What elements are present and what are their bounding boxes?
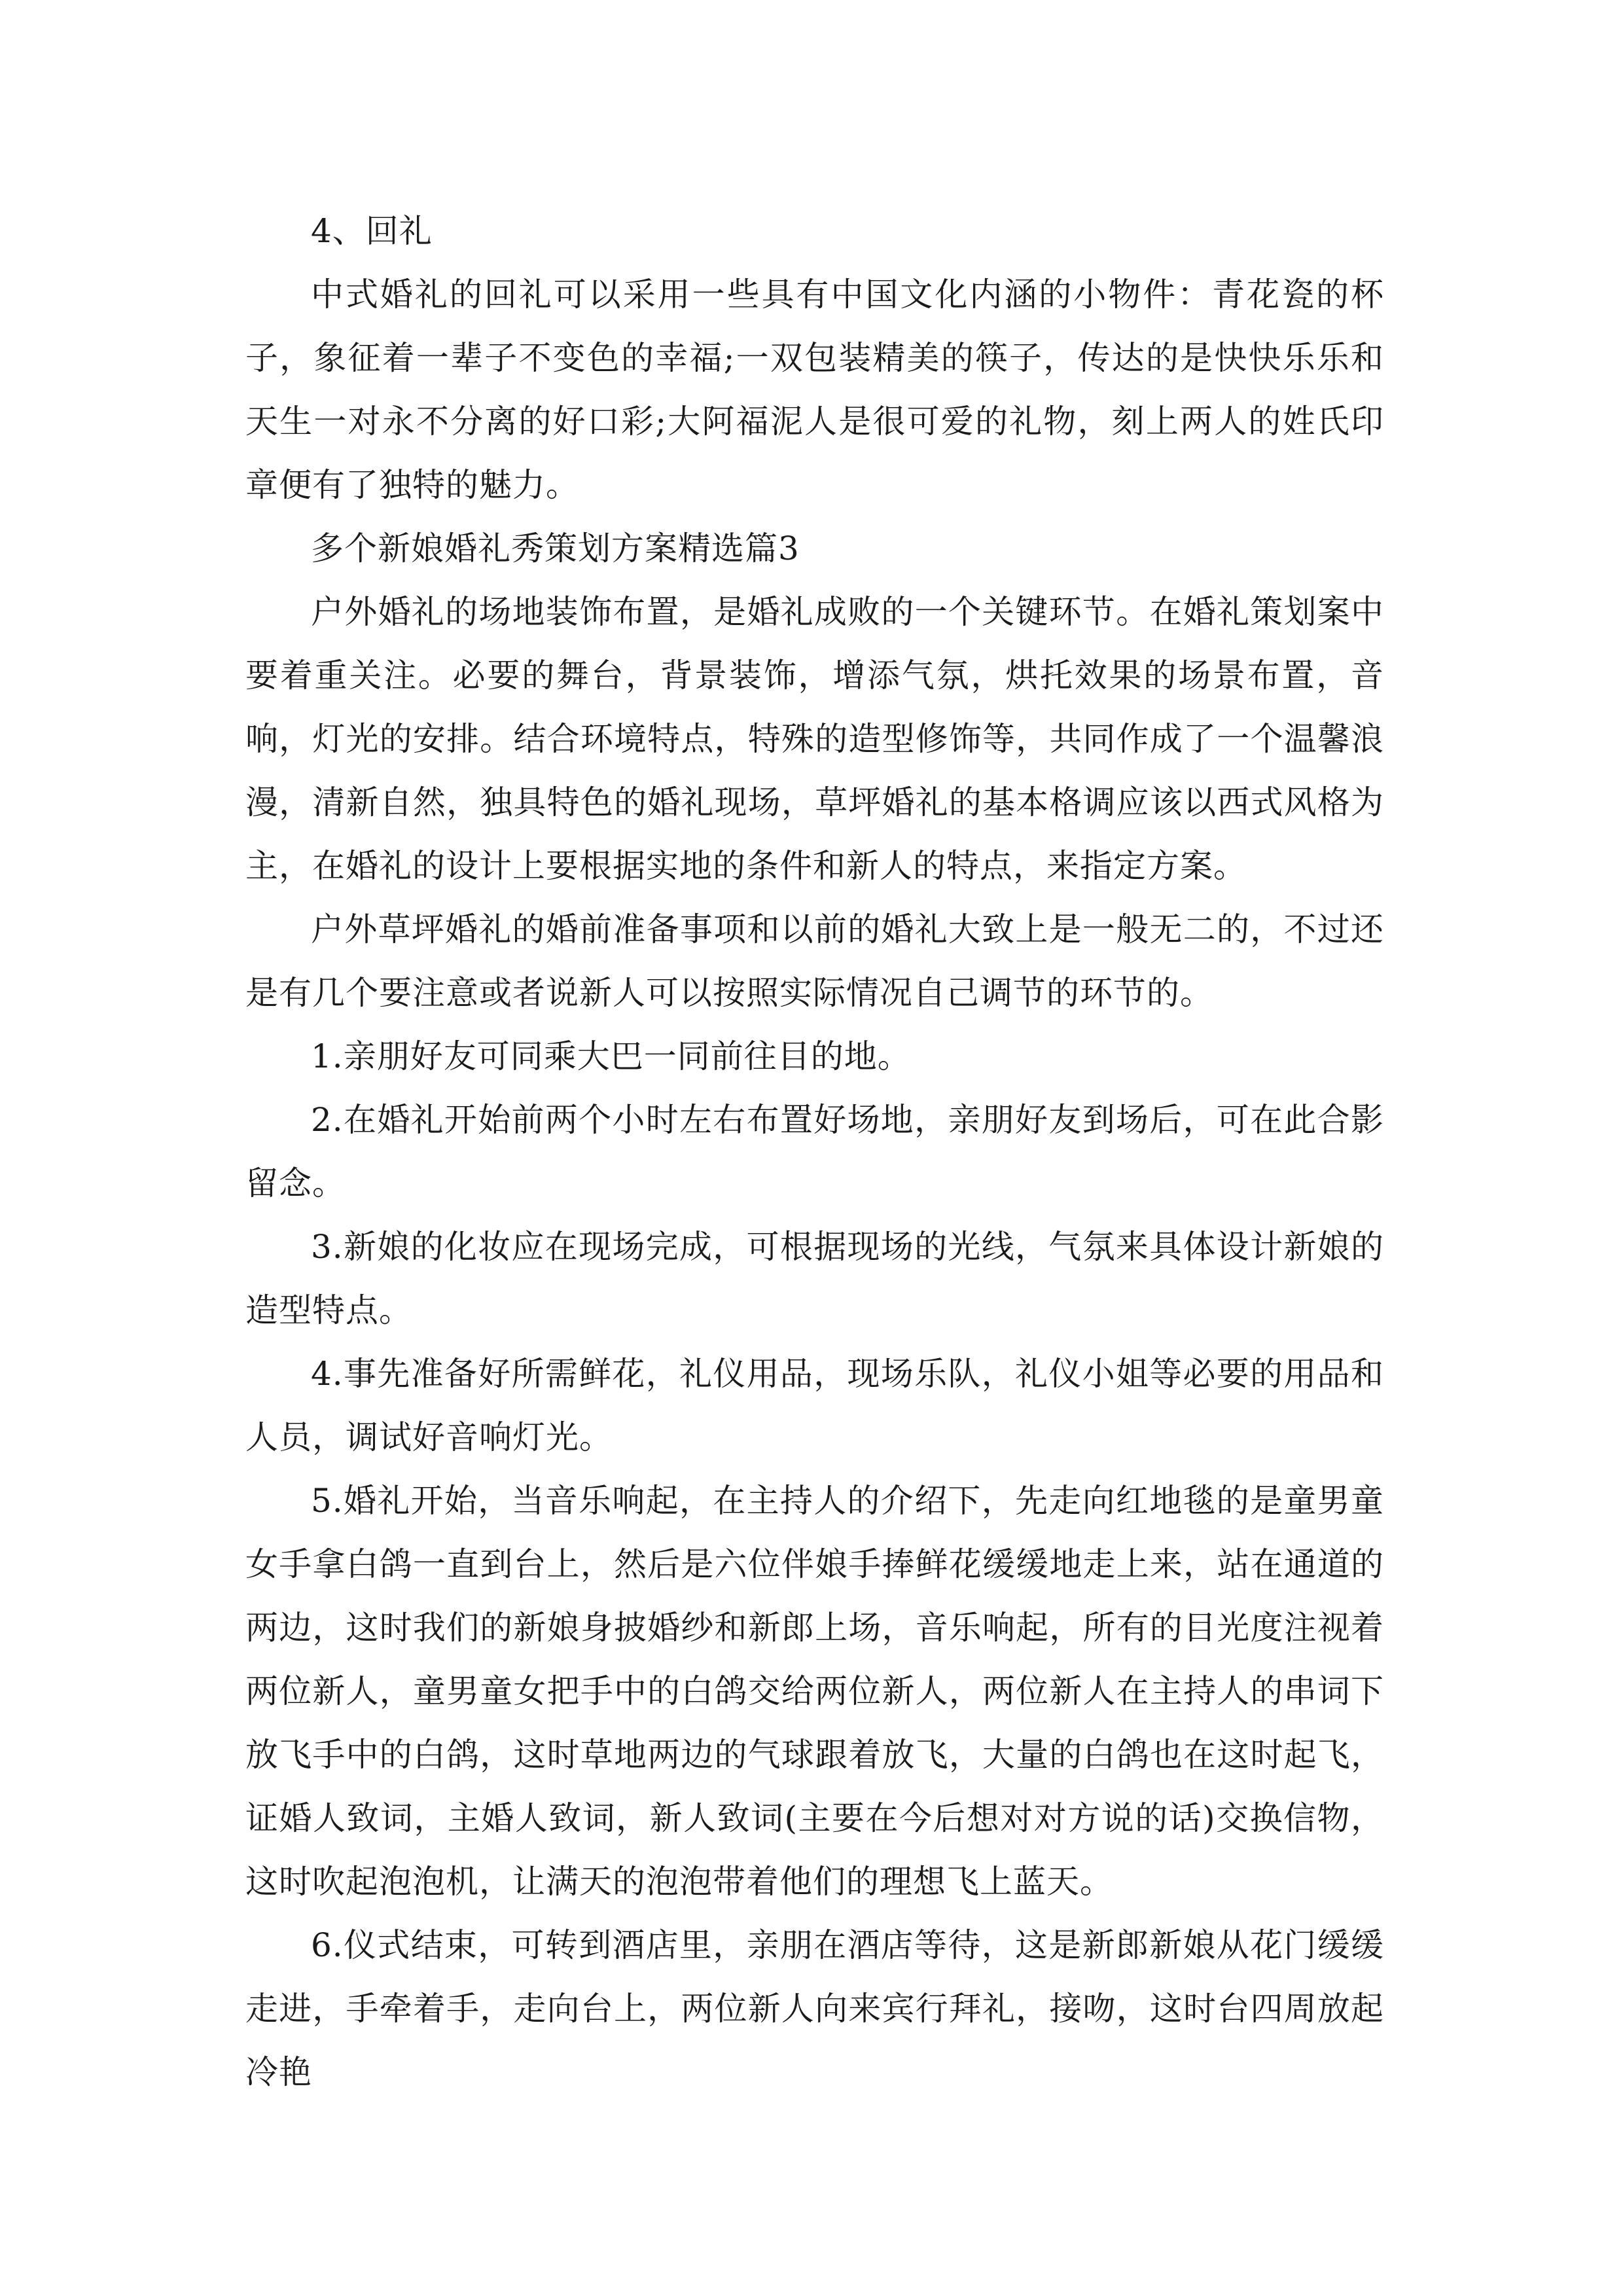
section-heading-return-gifts: 4、回礼 xyxy=(311,212,433,250)
paragraph: 中式婚礼的回礼可以采用一些具有中国文化内涵的小物件：青花瓷的杯子，象征着一辈子不变色的幸福;一双包装精美的筷子，传达的是快快乐乐和天生一对永不分离的好口彩;大阿福泥人是很可爱的礼物，刻上两人的姓氏印章便有了独特的魅力。 xyxy=(245,276,1384,504)
list-item: 5.婚礼开始，当音乐响起，在主持人的介绍下，先走向红地毯的是童男童女手拿白鸽一直到台上，然后是六位伴娘手捧鲜花缓缓地走上来，站在通道的两边，这时我们的新娘身披婚纱和新郎上场，音乐响起，所有的目光度注视着两位新人，童男童女把手中的白鸽交给两位新人，两位新人在主持人的串词下放飞手中的白鸽，这时草地两边的气球跟着放飞，大量的白鸽也在这时起飞，证婚人致词，主婚人致词，新人致词(主要在今后想对对方说的话)交换信物，这时吹起泡泡机，让满天的泡泡带着他们的理想飞上蓝天。 xyxy=(245,1482,1384,1901)
paragraph: 户外婚礼的场地装饰布置，是婚礼成败的一个关键环节。在婚礼策划案中要着重关注。必要的舞台，背景装饰，增添气氛，烘托效果的场景布置，音响，灯光的安排。结合环境特点，特殊的造型修饰等，共同作成了一个温馨浪漫，清新自然，独具特色的婚礼现场，草坪婚礼的基本格调应该以西式风格为主，在婚礼的设计上要根据实地的条件和新人的特点，来指定方案。 xyxy=(245,593,1384,885)
list-item: 6.仪式结束，可转到酒店里，亲朋在酒店等待，这是新郎新娘从花门缓缓走进，手牵着手，走向台上，两位新人向来宾行拜礼，接吻，这时台四周放起冷艳 xyxy=(245,1926,1384,2091)
section-heading-plan-3: 多个新娘婚礼秀策划方案精选篇3 xyxy=(311,529,800,567)
document-body xyxy=(245,200,1384,2104)
list-item: 4.事先准备好所需鲜花，礼仪用品，现场乐队，礼仪小姐等必要的用品和人员，调试好音响灯光。 xyxy=(245,1355,1384,1456)
list-item: 3.新娘的化妆应在现场完成，可根据现场的光线，气氛来具体设计新娘的造型特点。 xyxy=(245,1228,1384,1329)
list-item: 1.亲朋好友可同乘大巴一同前往目的地。 xyxy=(311,1037,911,1075)
list-item: 2.在婚礼开始前两个小时左右布置好场地，亲朋好友到场后，可在此合影留念。 xyxy=(245,1101,1384,1202)
paragraph: 户外草坪婚礼的婚前准备事项和以前的婚礼大致上是一般无二的，不过还是有几个要注意或者说新人可以按照实际情况自己调节的环节的。 xyxy=(245,910,1384,1012)
